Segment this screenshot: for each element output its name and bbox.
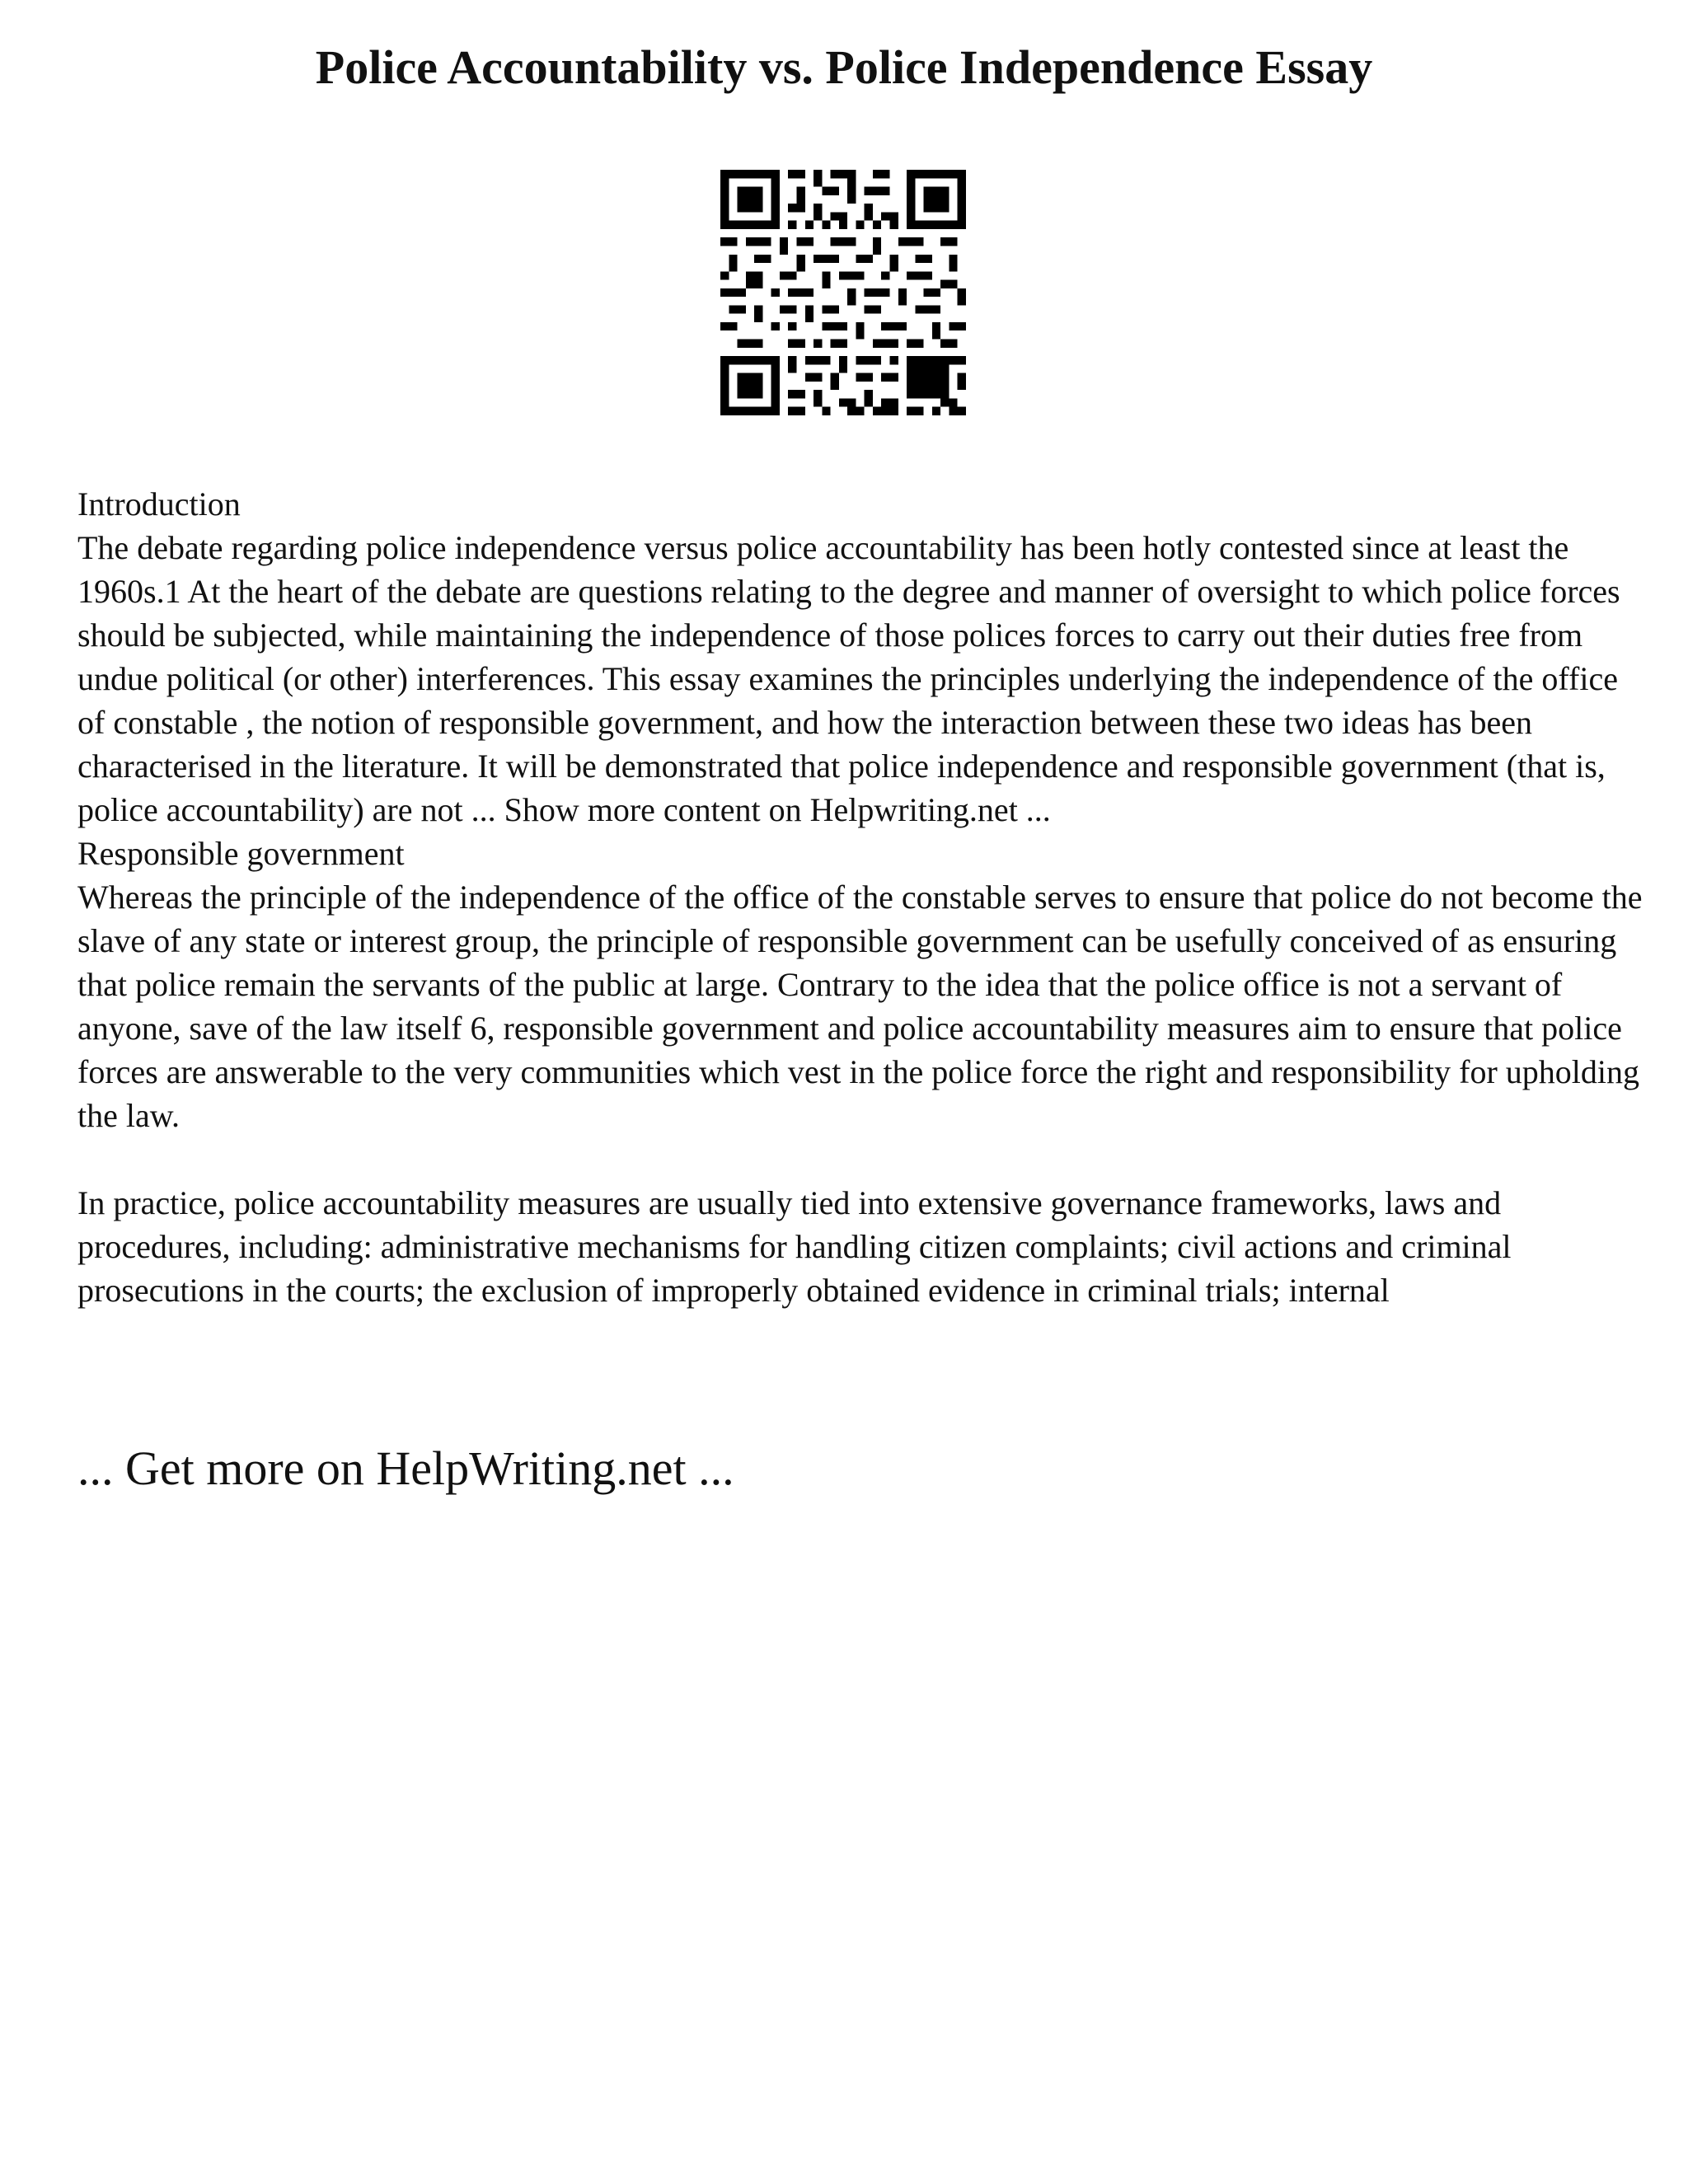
responsible-government-paragraph: Whereas the principle of the independence of the office of the constable serves to ensure that police do not become the slave of any state or interest group, the principle of responsible government can be usefully conceived of as ensuring that police remain the servants of the public at large. Contrary to the idea that the police office is not a servant of anyone, save of the law itself 6, responsible government and police accountability measures aim to ensure that police forces are answerable to the very communities which vest in the police force the right and responsibility for upholding the law.: [77, 879, 1643, 1134]
qr-code-icon: [720, 170, 966, 415]
practice-paragraph: In practice, police accountability measures are usually tied into extensive governance frameworks, laws and procedures, including: administrative mechanisms for handling citizen complaints; civil actions and criminal prosecutions in the courts; the exclusion of improperly obtained evidence in criminal trials; internal: [77, 1184, 1512, 1309]
introduction-paragraph: The debate regarding police independence versus police accountability has been hotly contested since at least the 1960s.1 At the heart of the debate are questions relating to the degree and manner of oversight to which police forces should be subjected, while maintaining the independence of those polices forces to carry out their duties free from undue political (or other) interferences. This essay examines the principles underlying the independence of the office of constable , the notion of responsible government, and how the interaction between these two ideas has been characterised in the literature. It will be demonstrated that police independence and responsible government (that is, police accountability) are not ... Show more content on Helpwriting.net ...: [77, 529, 1620, 828]
section-heading-introduction: Introduction: [77, 485, 241, 523]
section-heading-responsible-government: Responsible government: [77, 835, 405, 872]
paragraph-spacer: [77, 1137, 1643, 1181]
essay-body: [77, 482, 1643, 1312]
get-more-link[interactable]: ... Get more on HelpWriting.net ...: [77, 1441, 734, 1495]
document-title: Police Accountability vs. Police Independence Essay: [315, 40, 1373, 94]
